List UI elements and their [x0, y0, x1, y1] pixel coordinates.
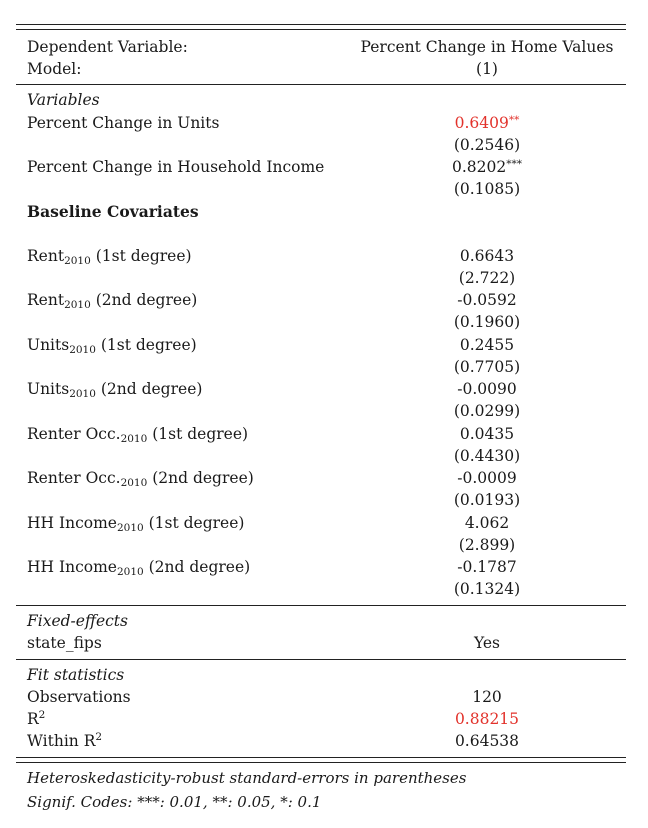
- variable-label: Percent Change in Units: [27, 114, 220, 132]
- r2-label: [27, 710, 45, 728]
- standard-error: (0.0193): [453, 491, 521, 509]
- coefficient-value: 0.6643: [459, 247, 515, 265]
- standard-error: (2.722): [458, 269, 516, 287]
- fixed-effects-title: Fixed-effects: [27, 612, 128, 630]
- covariate-label: [27, 380, 202, 398]
- covariate-degree: (1st degree): [143, 514, 245, 532]
- observations-label: Observations: [27, 688, 131, 706]
- model-value: (1): [476, 60, 498, 78]
- significance-stars: **: [508, 114, 520, 126]
- standard-error: (0.7705): [453, 358, 521, 376]
- fixed-effect-label: state_fips: [27, 634, 102, 652]
- r2-base: R: [27, 710, 39, 728]
- dependent-variable-value: Percent Change in Home Values: [360, 38, 614, 56]
- covariate-subscript: 2010: [69, 344, 96, 356]
- standard-error: (0.1085): [453, 180, 521, 198]
- covariate-degree: (2nd degree): [90, 291, 198, 309]
- coefficient-value: 0.2455: [459, 336, 515, 354]
- covariate-label: [27, 514, 244, 532]
- covariate-degree: (1st degree): [147, 425, 249, 443]
- covariate-subscript: 2010: [120, 477, 148, 489]
- covariate-degree: (1st degree): [90, 247, 192, 265]
- top-rule: [16, 29, 626, 30]
- dependent-variable-label: Dependent Variable:: [27, 38, 188, 56]
- covariate-degree: (1st degree): [95, 336, 197, 354]
- fit-statistics-rule: [16, 659, 626, 660]
- covariate-degree: (2nd degree): [147, 469, 254, 487]
- covariate-base: HH Income: [27, 558, 117, 576]
- covariate-base: Rent: [27, 291, 65, 309]
- covariate-degree: (2nd degree): [143, 558, 251, 576]
- covariate-base: Renter Occ.: [27, 469, 121, 487]
- coefficient-value: -0.0090: [457, 380, 517, 398]
- covariate-subscript: 2010: [116, 566, 144, 578]
- covariate-label: [27, 291, 197, 309]
- top-rule: [16, 24, 626, 25]
- variable-coefficient: [357, 158, 617, 178]
- footnote-standard-errors: Heteroskedasticity-robust standard-errors in parentheses: [27, 769, 467, 787]
- baseline-covariates-title: Baseline Covariates: [27, 202, 199, 221]
- covariate-label: [27, 558, 250, 576]
- covariate-subscript: 2010: [69, 388, 96, 400]
- within-r2-value: 0.64538: [454, 732, 520, 750]
- bottom-rule: [16, 762, 626, 763]
- standard-error: (2.899): [458, 536, 516, 554]
- r2-value: 0.88215: [454, 710, 520, 728]
- observations-value: 120: [472, 688, 502, 706]
- covariate-subscript: 2010: [120, 433, 148, 445]
- covariate-base: Units: [27, 336, 70, 354]
- significance-stars: ***: [506, 158, 522, 170]
- standard-error: (0.1324): [453, 580, 521, 598]
- variables-section-title: Variables: [27, 91, 100, 109]
- within-r2-label: [27, 732, 102, 750]
- within-r2-superscript: 2: [95, 731, 103, 743]
- bottom-rule: [16, 757, 626, 758]
- header-rule: [16, 84, 626, 85]
- fixed-effects-rule: [16, 605, 626, 606]
- covariate-degree: (2nd degree): [95, 380, 203, 398]
- covariate-subscript: 2010: [64, 299, 91, 311]
- variable-label: Percent Change in Household Income: [27, 158, 325, 176]
- standard-error: (0.0299): [453, 402, 521, 420]
- coefficient-value: -0.0009: [457, 469, 517, 487]
- standard-error: (0.4430): [453, 447, 521, 465]
- covariate-subscript: 2010: [64, 255, 91, 267]
- coefficient-value: -0.0592: [457, 291, 517, 309]
- variable-coefficient: [357, 114, 617, 134]
- coefficient-value: 4.062: [464, 514, 510, 532]
- covariate-base: HH Income: [27, 514, 117, 532]
- covariate-label: [27, 247, 192, 265]
- covariate-subscript: 2010: [116, 522, 144, 534]
- coefficient-value: 0.0435: [459, 425, 515, 443]
- fixed-effect-value: Yes: [473, 634, 500, 652]
- coefficient-value: 0.8202: [452, 158, 507, 176]
- covariate-base: Units: [27, 380, 70, 398]
- coefficient-value: -0.1787: [457, 558, 517, 576]
- covariate-base: Renter Occ.: [27, 425, 121, 443]
- covariate-label: [27, 336, 197, 354]
- within-r2-base: Within R: [27, 732, 96, 750]
- covariate-base: Rent: [27, 247, 65, 265]
- covariate-label: [27, 425, 248, 443]
- model-label: Model:: [27, 60, 82, 78]
- coefficient-value: 0.6409: [454, 114, 509, 132]
- footnote-significance-codes: Signif. Codes: ***: 0.01, **: 0.05, *: 0.1: [27, 793, 322, 811]
- standard-error: (0.1960): [453, 313, 521, 331]
- fit-statistics-title: Fit statistics: [27, 666, 125, 684]
- covariate-label: [27, 469, 254, 487]
- standard-error: (0.2546): [453, 136, 521, 154]
- r2-superscript: 2: [38, 709, 46, 721]
